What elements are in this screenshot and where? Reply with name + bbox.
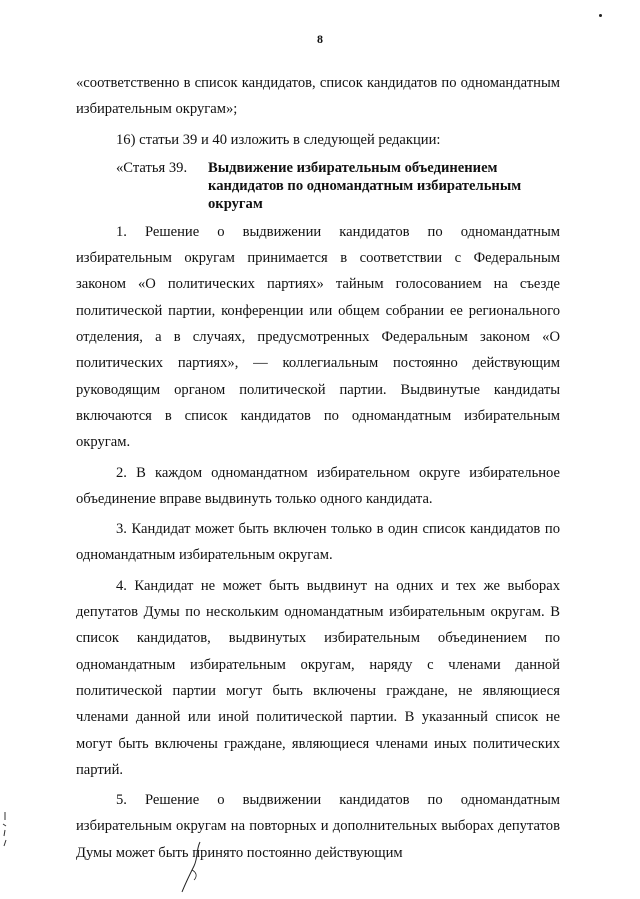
- article-label: «Статья 39.: [116, 159, 188, 176]
- paragraph-continuation: «соответственно в список кандидатов, список кандидатов по одномандатным избирательным округам»;: [76, 75, 560, 118]
- margin-mark: [2, 812, 8, 848]
- paragraph-amendment-16: 16) статьи 39 и 40 изложить в следующей редакции:: [116, 131, 441, 148]
- page-number: 8: [317, 32, 323, 46]
- article-item-5: 5. Решение о выдвижении кандидатов по одномандатным избирательным округам на повторных и дополнительных выборах депутатов Думы может быть принято постоянно действующим: [76, 792, 560, 861]
- document-body: [76, 70, 560, 866]
- article-heading: [76, 155, 560, 213]
- article-item-2: 2. В каждом одномандатном избирательном округе избирательное объединение вправе выдвинуть только одного кандидата.: [76, 464, 560, 507]
- signature-mark: [178, 840, 208, 896]
- article-title: Выдвижение избирательным объединением кандидатов по одномандатным избирательным округам: [208, 159, 522, 212]
- scan-artifact: [599, 14, 602, 17]
- article-item-3: 3. Кандидат может быть включен только в один список кандидатов по одномандатным избирательным округам.: [76, 521, 560, 564]
- article-item-1: 1. Решение о выдвижении кандидатов по одномандатным избирательным округам принимается в соответствии с Федеральным законом «О политических партиях» тайным голосованием на съезде политической партии, конференции или общем собрании ее регионального отделения, а в случаях, предусмотренных Федеральным законом «О политических партиях», — коллегиальным постоянно действующим руководящим органом политической партии. Выдвинутые кандидаты включаются в список кандидатов по одномандатным избирательным округам.: [76, 223, 560, 451]
- article-item-4: 4. Кандидат не может быть выдвинут на одних и тех же выборах депутатов Думы по нескольким одномандатным избирательным округам. В список кандидатов, выдвинутых избирательным объединением по одномандатным избирательным округам, наряду с членами данной политической партии могут быть включены граждане, не являющиеся членами данной или иной политической партии. В указанный список не могут быть включены граждане, являющиеся членами иных политических партий.: [76, 577, 560, 778]
